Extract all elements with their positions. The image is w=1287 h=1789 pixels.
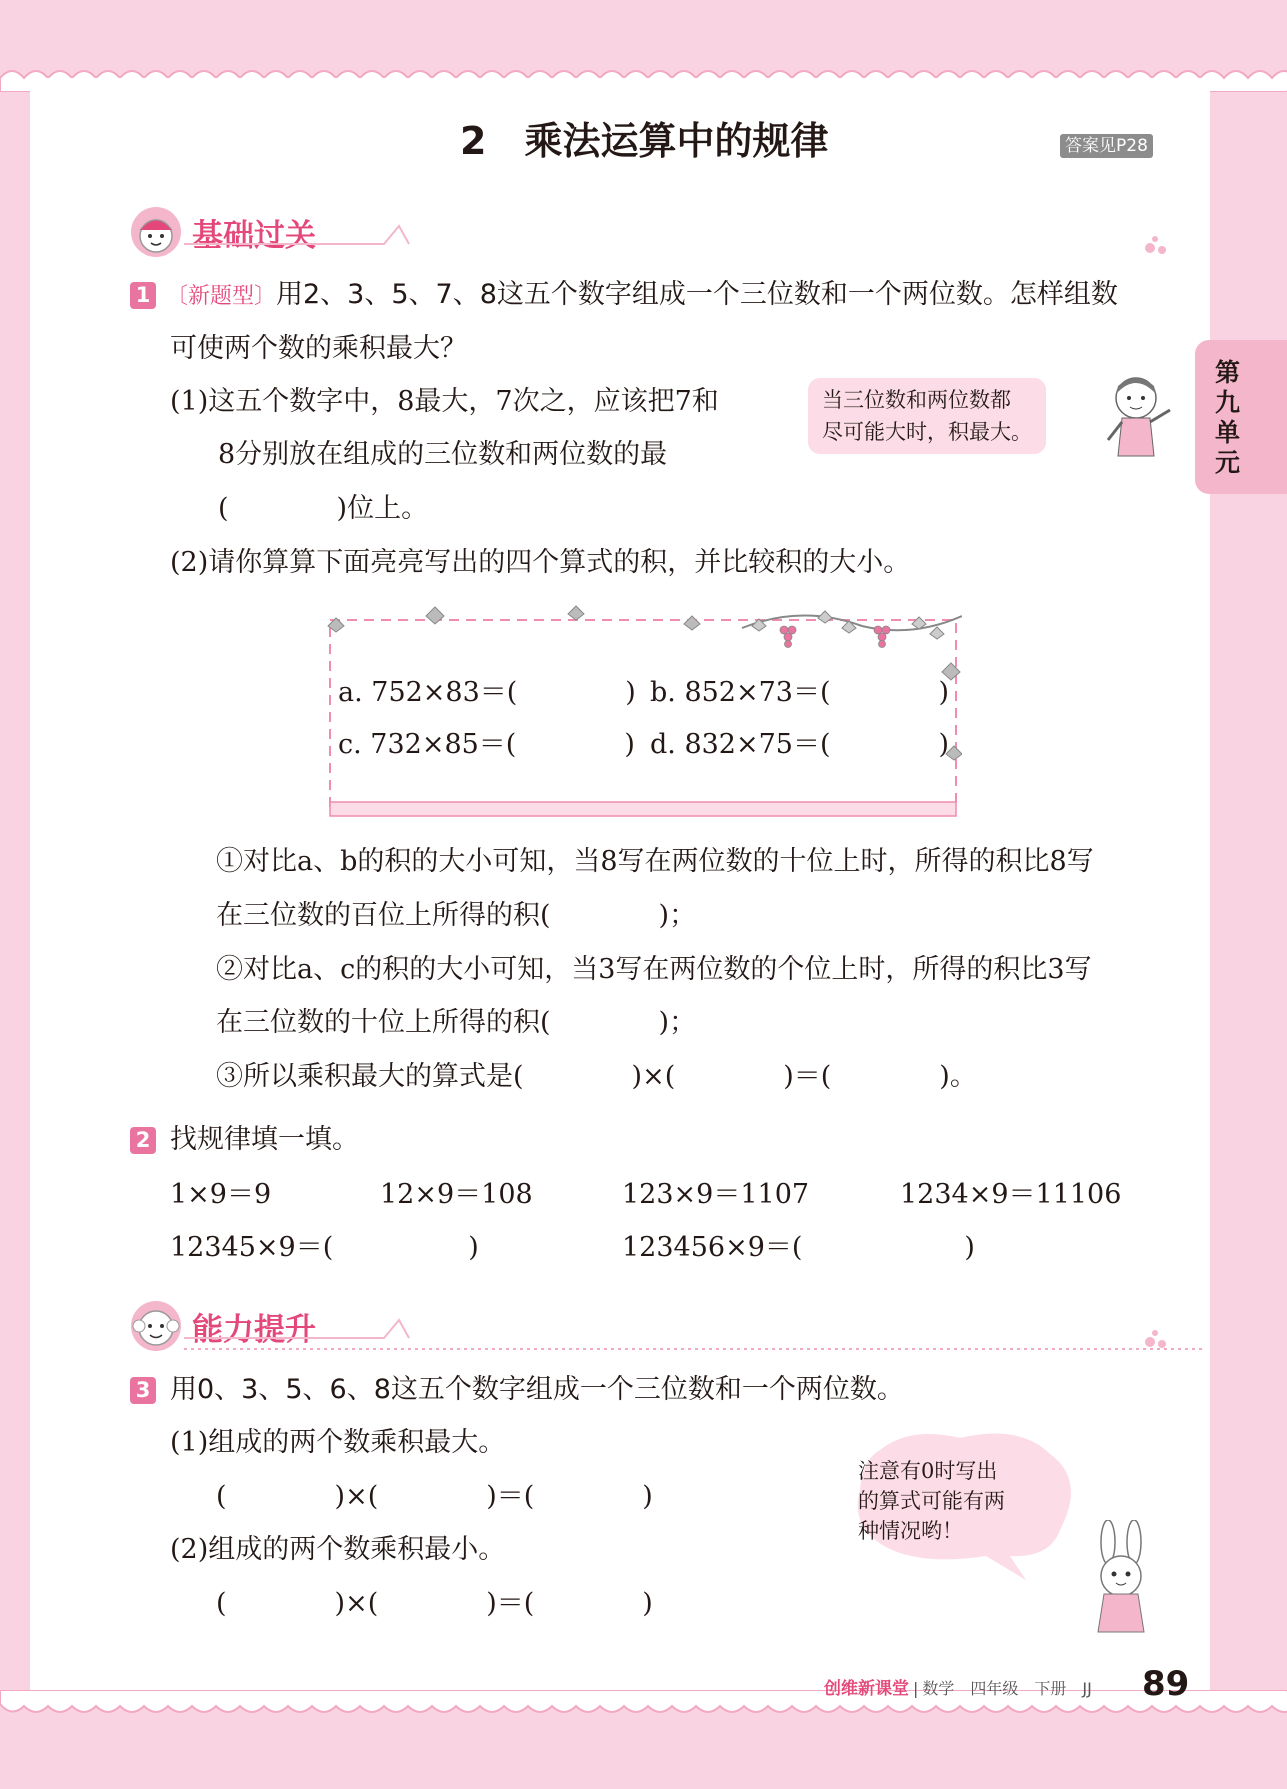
q1-sub1-line1: ①对比a、b的积的大小可知，当8写在两位数的十位上时，所得的积比8写 (216, 846, 1094, 877)
girl-face-icon (128, 204, 186, 258)
section-title-basic: 基础过关 (192, 218, 316, 254)
q1-hint-bubble (808, 378, 1046, 454)
equation-d-blank[interactable]: d. 832×75＝( ) (650, 729, 950, 760)
footer-text (824, 1672, 1092, 1703)
footer-book-info: 数学 四年级 下册 JJ (922, 1679, 1092, 1698)
q2-pattern-2: 12×9＝108 (380, 1179, 533, 1210)
question-number-1: 1 (130, 282, 156, 309)
section-underline-basic (184, 208, 1224, 248)
answer-reference: 答案见P28 (1060, 134, 1153, 158)
q1-part1-line2: 8分别放在组成的三位数和两位数的最 (218, 439, 668, 470)
dots-decoration-icon (1142, 1326, 1172, 1350)
equation-c-blank[interactable]: c. 732×85＝( ) (338, 729, 635, 760)
section-underline-advanced (184, 1302, 1224, 1352)
rabbit-character-icon (1078, 1520, 1168, 1640)
chapter-side-tab-label: 第九单元 (1215, 358, 1241, 477)
q1-text-line2: 可使两个数的乘积最大？ (170, 333, 467, 364)
q3-hint-line1: 注意有0时写出 (858, 1459, 998, 1483)
q1-text-line1: 用2、3、5、7、8这五个数字组成一个三位数和一个两位数。怎样组数 (276, 279, 1118, 310)
q3-part2-answer-blank[interactable]: ( )×( )＝( ) (216, 1588, 653, 1619)
section-title-advanced: 能力提升 (192, 1312, 316, 1348)
q2-text: 找规律填一填。 (170, 1124, 359, 1155)
q2-answer-blank-6[interactable]: 123456×9＝( ) (622, 1232, 975, 1263)
q3-hint-line2: 的算式可能有两 (858, 1489, 1005, 1513)
q2-pattern-3: 123×9＝1107 (622, 1179, 810, 1210)
q3-hint-text (858, 1456, 1005, 1546)
q1-sub1-answer-blank[interactable]: 在三位数的百位上所得的积( )； (216, 900, 697, 931)
q1-sub2-answer-blank[interactable]: 在三位数的十位上所得的积( )； (216, 1007, 697, 1038)
monkey-face-icon (128, 1298, 186, 1352)
equation-a-blank[interactable]: a. 752×83＝( ) (338, 677, 636, 708)
q3-part1: (1)组成的两个数乘积最大。 (170, 1427, 506, 1458)
chapter-side-tab (1195, 340, 1287, 494)
q1-hint-line2: 尽可能大时，积最大。 (822, 420, 1032, 444)
q1-sub2-line1: ②对比a、c的积的大小可知，当3写在两位数的个位上时，所得的积比3写 (216, 954, 1092, 985)
page-number: 89 (1142, 1664, 1190, 1704)
q1-part2-instruction: (2)请你算算下面亮亮写出的四个算式的积，并比较积的大小。 (170, 547, 911, 578)
q1-part1-answer-blank[interactable]: ( )位上。 (218, 493, 429, 524)
q3-text: 用0、3、5、6、8这五个数字组成一个三位数和一个两位数。 (170, 1374, 904, 1405)
q3-part1-answer-blank[interactable]: ( )×( )＝( ) (216, 1481, 653, 1512)
bottom-wave-border (0, 1690, 1287, 1720)
equations-frame (322, 604, 962, 822)
question-number-3: 3 (130, 1377, 156, 1404)
footer-separator: | (913, 1679, 919, 1698)
q1-hint-line1: 当三位数和两位数都 (822, 388, 1011, 412)
q3-part2: (2)组成的两个数乘积最小。 (170, 1534, 506, 1565)
page-title: 2 乘法运算中的规律 (460, 119, 829, 163)
q2-pattern-4: 1234×9＝11106 (900, 1179, 1122, 1210)
footer-brand: 创维新课堂 (824, 1679, 909, 1699)
dots-decoration-icon (1142, 232, 1172, 256)
q1-part1-line1: (1)这五个数字中，8最大，7次之，应该把7和 (170, 386, 719, 417)
q2-pattern-1: 1×9＝9 (170, 1179, 272, 1210)
q2-answer-blank-5[interactable]: 12345×9＝( ) (170, 1232, 479, 1263)
boy-character-icon (1100, 370, 1176, 470)
q1-tag-new-type: 〔新题型〕 (166, 284, 277, 309)
equation-b-blank[interactable]: b. 852×73＝( ) (650, 677, 950, 708)
q1-sub3-answer-blank[interactable]: ③所以乘积最大的算式是( )×( )＝( )。 (216, 1061, 977, 1092)
q3-hint-line3: 种情况哟！ (858, 1519, 963, 1543)
question-number-2: 2 (130, 1127, 156, 1154)
